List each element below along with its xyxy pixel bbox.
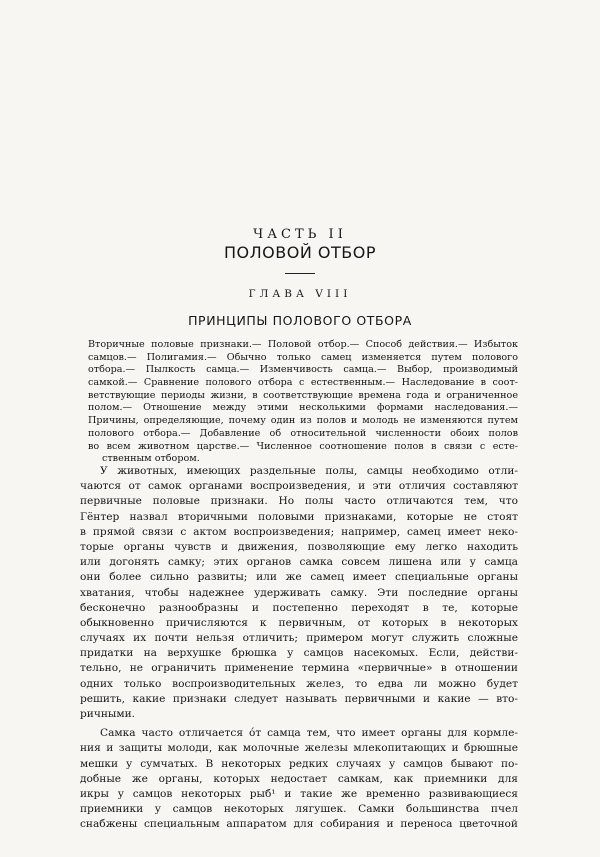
text-line: Гёнтер назвал вторичными половыми признаками, которые не стоят bbox=[80, 510, 518, 523]
text-line: тельно, не ограничить применение термина «первичные» в отношении bbox=[80, 662, 518, 675]
text-line: хватания, чтобы надежнее удерживать самку. Эти последние органы bbox=[80, 586, 518, 599]
text-line: ричными. bbox=[80, 708, 136, 720]
text-line: обыкновенно причисляются к первичным, от которых в некоторых bbox=[80, 616, 518, 629]
summary-line: самцов.— Полигамия.— Обычно только самец изменяется путем полового bbox=[88, 351, 518, 363]
body-text bbox=[80, 464, 518, 833]
summary-line: ственным отбором. bbox=[102, 453, 200, 465]
summary-line: полом.— Отношение между этими несколькими формами наследования.— bbox=[88, 402, 518, 414]
summary-line: во всем животном царстве.— Численное соотношение полов в связи с есте- bbox=[88, 440, 518, 452]
summary-line: отбора.— Пылкость самца.— Изменчивость самца.— Выбор, производимый bbox=[88, 364, 518, 376]
chapter-title: ПРИНЦИПЫ ПОЛОВОГО ОТБОРА bbox=[188, 313, 412, 328]
chapter-label: ГЛАВА VIII bbox=[248, 288, 352, 300]
text-line: они более сильно развиты; или же самец имеет специальные органы bbox=[80, 571, 518, 584]
text-line: одних только воспроизводительных желез, то едва ли можно будет bbox=[80, 677, 518, 690]
text-line: случаях их почти нельзя отличить; примером могут служить сложные bbox=[80, 632, 518, 645]
text-line: первичные половые признаки. Но полы часто отличаются тем, что bbox=[80, 495, 518, 508]
text-line: придатки на верхушке брюшка у самцов насекомых. Если, действи- bbox=[80, 647, 518, 660]
title-divider bbox=[285, 273, 315, 274]
text-line: ния и защиты молоди, как молочные железы млекопитающих и брюшные bbox=[80, 742, 518, 755]
text-line: икры у самцов некоторых рыб¹ и такие же временно развивающиеся bbox=[80, 787, 518, 800]
summary-line: ветствующие периоды жизни, в соответствующие времена года и ограниченное bbox=[88, 389, 518, 401]
text-line: У животных, имеющих раздельные полы, самцы необходимо отли- bbox=[100, 465, 518, 477]
paragraph bbox=[80, 726, 518, 832]
chapter-summary bbox=[88, 339, 518, 466]
text-line: добные же органы, которых недостает самкам, как приемники для bbox=[80, 772, 518, 785]
text-line: решить, какие признаки следует называть первичными и какие — вто- bbox=[80, 692, 518, 705]
paragraph bbox=[80, 464, 518, 722]
summary-line: самкой.— Сравнение полового отбора с естественным.— Наследование в соот- bbox=[88, 377, 518, 389]
text-line: чаются от самок органами воспроизведения, и эти отличия составляют bbox=[80, 480, 518, 493]
text-line: в прямой связи с актом воспроизведения; например, самец имеет неко- bbox=[80, 525, 518, 538]
text-line: бесконечно разнообразны и постепенно переходят в те, которые bbox=[80, 601, 518, 614]
part-title: ПОЛОВОЙ ОТБОР bbox=[224, 243, 376, 262]
summary-line: полового отбора.— Добавление об относительной численности обоих полов bbox=[88, 427, 518, 439]
text-line: снабжены специальным аппаратом для собирания и переноса цветочной bbox=[80, 818, 518, 831]
text-line: приемники у самцов некоторых лягушек. Самки большинства пчел bbox=[80, 803, 518, 816]
summary-line: Вторичные половые признаки.— Половой отбор.— Способ действия.— Избыток bbox=[88, 339, 518, 350]
summary-line: Причины, определяющие, почему один из полов и молодь не изменяются путем bbox=[88, 415, 518, 427]
text-line: или догонять самку; этих органов самка совсем лишена или у самца bbox=[80, 556, 518, 569]
part-label: ЧАСТЬ II bbox=[253, 227, 347, 242]
text-line: Самка часто отличается о́т самца тем, что имеет органы для кормле- bbox=[100, 727, 518, 740]
text-line: торые органы чувств и движения, позволяющие ему легко находить bbox=[80, 540, 518, 553]
text-line: мешки у сумчатых. В некоторых редких случаях у самцов бывают по- bbox=[80, 757, 518, 770]
